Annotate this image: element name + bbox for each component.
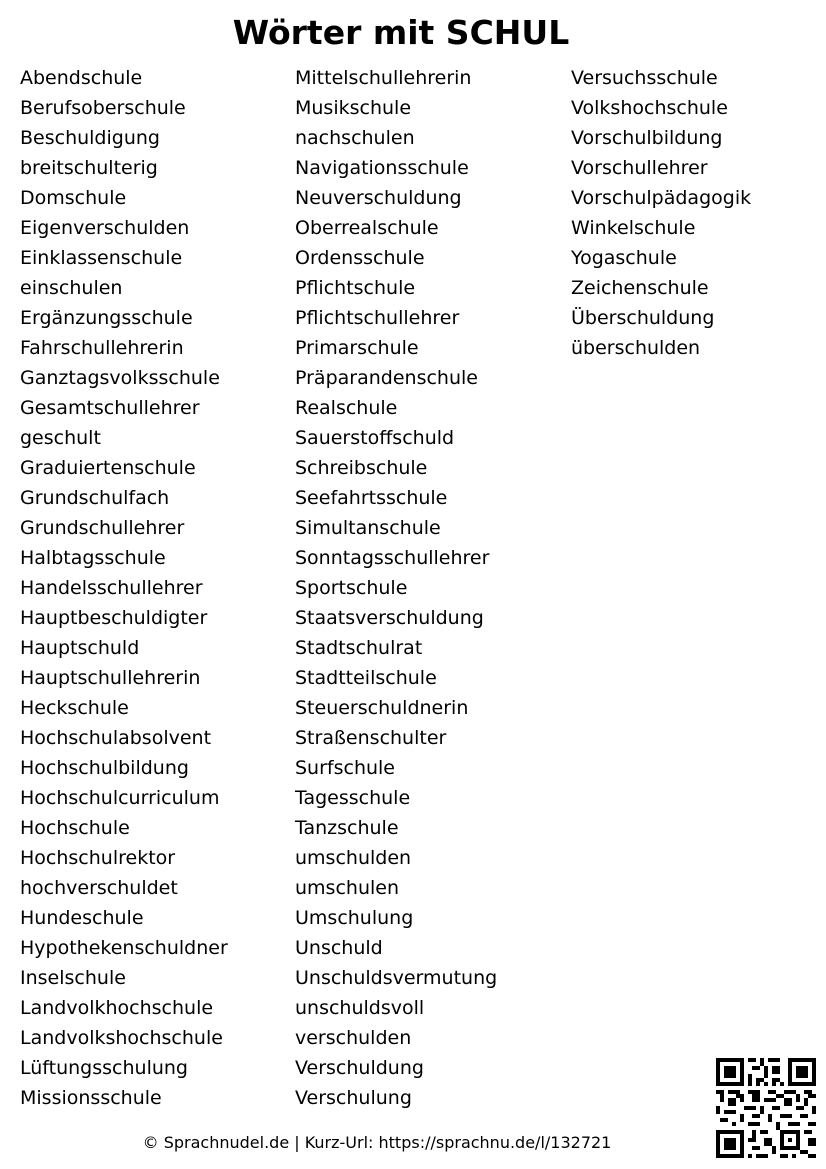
word-column-2 bbox=[295, 63, 497, 1113]
word-item: Einklassenschule bbox=[20, 247, 183, 269]
word-item: Versuchsschule bbox=[571, 67, 718, 89]
word-item: Realschule bbox=[295, 397, 398, 419]
word-item: Halbtagsschule bbox=[20, 547, 166, 569]
footer-credit: © Sprachnudel.de | Kurz-Url: https://sprachnu.de/l/132721 bbox=[142, 1133, 612, 1152]
word-item: Primarschule bbox=[295, 337, 419, 359]
word-item: Berufsoberschule bbox=[20, 97, 186, 119]
word-item: Yogaschule bbox=[571, 247, 677, 269]
word-item: Umschulung bbox=[295, 907, 414, 929]
word-item: Volkshochschule bbox=[571, 97, 728, 119]
word-item: Stadtteilschule bbox=[295, 667, 437, 689]
word-item: Eigenverschulden bbox=[20, 217, 190, 239]
word-item: Stadtschulrat bbox=[295, 637, 423, 659]
word-item: Verschuldung bbox=[295, 1057, 424, 1079]
word-item: Grundschulfach bbox=[20, 487, 170, 509]
word-item: Schreibschule bbox=[295, 457, 428, 479]
word-item: Pflichtschule bbox=[295, 277, 416, 299]
word-item: Mittelschullehrerin bbox=[295, 67, 472, 89]
word-item: Hauptschuld bbox=[20, 637, 140, 659]
word-item: Sportschule bbox=[295, 577, 408, 599]
word-item: Missionsschule bbox=[20, 1087, 162, 1109]
word-item: breitschulterig bbox=[20, 157, 158, 179]
word-item: überschulden bbox=[571, 337, 701, 359]
word-item: Abendschule bbox=[20, 67, 143, 89]
word-column-3 bbox=[571, 63, 751, 363]
word-item: Neuverschuldung bbox=[295, 187, 462, 209]
page-title: Wörter mit SCHUL bbox=[232, 13, 570, 52]
word-item: Winkelschule bbox=[571, 217, 696, 239]
word-item: Grundschullehrer bbox=[20, 517, 185, 539]
word-item: Steuerschuldnerin bbox=[295, 697, 469, 719]
word-item: Surfschule bbox=[295, 757, 396, 779]
word-item: Pflichtschullehrer bbox=[295, 307, 460, 329]
word-item: Tagesschule bbox=[295, 787, 411, 809]
word-item: Staatsverschuldung bbox=[295, 607, 484, 629]
word-item: Heckschule bbox=[20, 697, 129, 719]
word-item: Unschuld bbox=[295, 937, 383, 959]
word-item: Tanzschule bbox=[295, 817, 399, 839]
word-item: nachschulen bbox=[295, 127, 415, 149]
word-item: einschulen bbox=[20, 277, 123, 299]
word-column-1 bbox=[20, 63, 228, 1113]
word-item: Sauerstoffschuld bbox=[295, 427, 455, 449]
word-item: Inselschule bbox=[20, 967, 126, 989]
word-item: Präparandenschule bbox=[295, 367, 478, 389]
word-item: Hochschule bbox=[20, 817, 130, 839]
word-item: Hauptbeschuldigter bbox=[20, 607, 208, 629]
word-item: Seefahrtsschule bbox=[295, 487, 448, 509]
word-item: Hochschulrektor bbox=[20, 847, 176, 869]
word-item: Handelsschullehrer bbox=[20, 577, 203, 599]
word-item: Hundeschule bbox=[20, 907, 144, 929]
word-item: Hochschulcurriculum bbox=[20, 787, 220, 809]
word-item: Verschulung bbox=[295, 1087, 412, 1109]
word-item: Sonntagsschullehrer bbox=[295, 547, 490, 569]
word-item: hochverschuldet bbox=[20, 877, 178, 899]
word-item: Vorschulbildung bbox=[571, 127, 723, 149]
word-item: Unschuldsvermutung bbox=[295, 967, 498, 989]
word-item: Ganztagsvolksschule bbox=[20, 367, 220, 389]
qr-code-icon bbox=[716, 1058, 816, 1158]
word-item: Beschuldigung bbox=[20, 127, 160, 149]
word-item: Hypothekenschuldner bbox=[20, 937, 228, 959]
word-item: Vorschulpädagogik bbox=[571, 187, 752, 209]
word-item: Graduiertenschule bbox=[20, 457, 196, 479]
word-item: umschulen bbox=[295, 877, 399, 899]
word-item: Fahrschullehrerin bbox=[20, 337, 184, 359]
word-item: umschulden bbox=[295, 847, 412, 869]
word-item: Ergänzungsschule bbox=[20, 307, 193, 329]
word-item: verschulden bbox=[295, 1027, 412, 1049]
word-item: Oberrealschule bbox=[295, 217, 439, 239]
word-item: Simultanschule bbox=[295, 517, 441, 539]
word-item: Ordensschule bbox=[295, 247, 425, 269]
word-item: Gesamtschullehrer bbox=[20, 397, 200, 419]
word-item: Musikschule bbox=[295, 97, 412, 119]
word-item: Überschuldung bbox=[571, 307, 715, 329]
word-item: Zeichenschule bbox=[571, 277, 709, 299]
word-item: Straßenschulter bbox=[295, 727, 447, 749]
word-item: Vorschullehrer bbox=[571, 157, 708, 179]
word-item: Hochschulbildung bbox=[20, 757, 189, 779]
word-item: Landvolkhochschule bbox=[20, 997, 214, 1019]
word-item: Domschule bbox=[20, 187, 127, 209]
word-item: Hauptschullehrerin bbox=[20, 667, 201, 689]
word-item: Lüftungsschulung bbox=[20, 1057, 188, 1079]
word-item: Hochschulabsolvent bbox=[20, 727, 212, 749]
word-item: Navigationsschule bbox=[295, 157, 469, 179]
word-item: Landvolkshochschule bbox=[20, 1027, 223, 1049]
word-item: unschuldsvoll bbox=[295, 997, 425, 1019]
word-item: geschult bbox=[20, 427, 101, 449]
